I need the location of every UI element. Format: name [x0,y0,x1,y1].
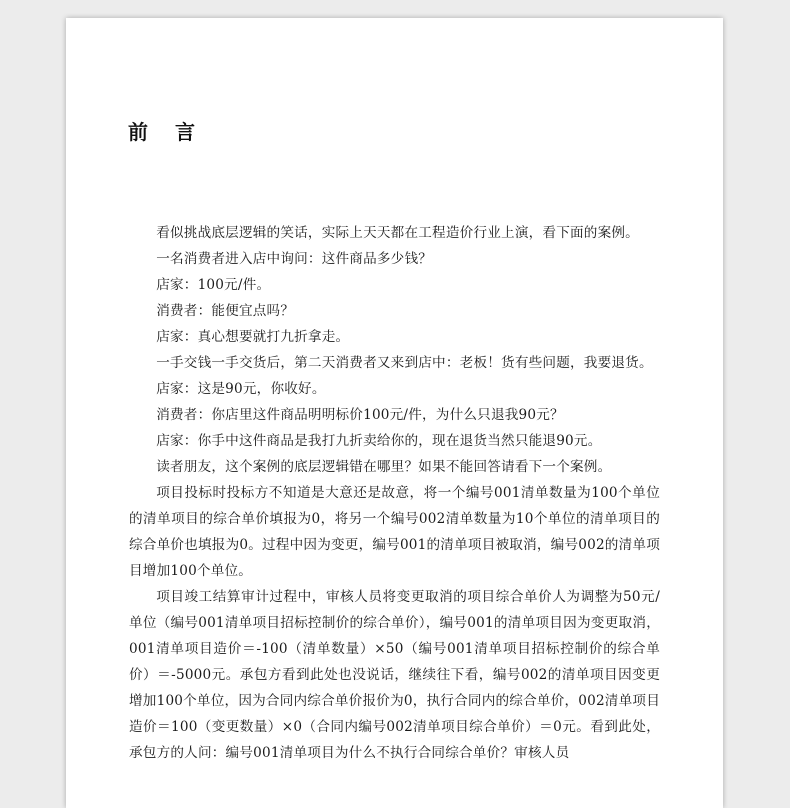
paragraph-10: 读者朋友，这个案例的底层逻辑错在哪里？如果不能回答请看下一个案例。 [156,459,612,475]
paragraph-12: 项目竣工结算审计过程中，审核人员将变更取消的项目综合单价人为调整为50元/单位（编号001清单项目招标控制价的综合单价），编号001的清单项目因为变更取消，001清单项目造价＝-100（清单数量）×50（编号001清单项目招标控制价的综合单价）＝-5000元。承包方看到此处也没说话，继续往下看，编号002的清单项目因变更增加100个单位，因为合同内综合单价报价为0，执行合同内的综合单价，002清单项目造价＝100（变更数量）×0（合同内编号002清单项目综合单价）＝0元。看到此处，承包方的人问：编号001清单项目为什么不执行合同综合单价？审核人员 [129,589,660,761]
document-body [129,220,660,766]
paragraph-1: 看似挑战底层逻辑的笑话，实际上天天都在工程造价行业上演，看下面的案例。 [156,225,639,241]
paragraph-9: 店家：你手中这件商品是我打九折卖给你的，现在退货当然只能退90元。 [156,433,602,449]
page-title: 前 言 [128,120,205,144]
paragraph-6: 一手交钱一手交货后，第二天消费者又来到店中：老板！货有些问题，我要退货。 [156,355,653,371]
paragraph-8: 消费者：你店里这件商品明明标价100元/件，为什么只退我90元？ [156,407,564,423]
paragraph-7: 店家：这是90元，你收好。 [156,381,326,397]
paragraph-2: 一名消费者进入店中询问：这件商品多少钱？ [156,251,433,267]
paragraph-5: 店家：真心想要就打九折拿走。 [156,329,350,345]
paragraph-3: 店家：100元/件。 [156,277,271,293]
paragraph-11: 项目投标时投标方不知道是大意还是故意，将一个编号001清单数量为100个单位的清单项目的综合单价填报为0，将另一个编号002清单数量为10个单位的清单项目的综合单价也填报为0。过程中因为变更，编号001的清单项目被取消，编号002的清单项目增加100个单位。 [129,485,660,579]
paragraph-4: 消费者：能便宜点吗？ [156,303,295,319]
document-page [66,18,723,808]
